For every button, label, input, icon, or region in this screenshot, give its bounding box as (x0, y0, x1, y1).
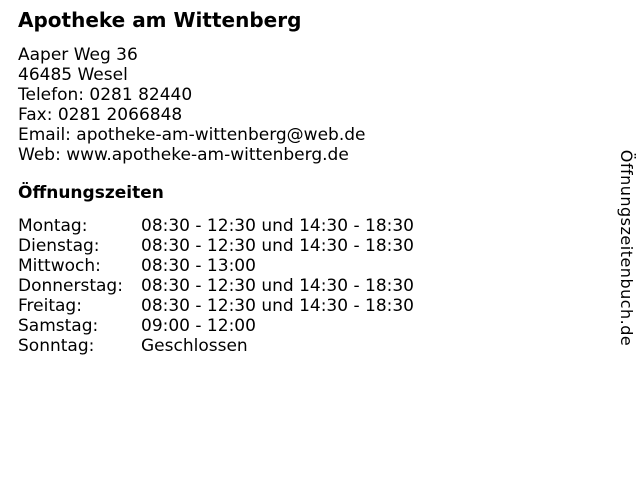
hours-row-wednesday (18, 256, 600, 276)
opening-hours-table (18, 216, 600, 356)
day-label: Mittwoch: (18, 256, 101, 276)
day-label: Freitag: (18, 296, 82, 316)
address-city-line: 46485 Wesel (18, 65, 128, 85)
day-label: Sonntag: (18, 336, 95, 356)
business-name: Apotheke am Wittenberg (18, 8, 302, 32)
fax-line: Fax: 0281 2066848 (18, 105, 183, 125)
time-value: 08:30 - 13:00 (141, 256, 256, 276)
day-label: Dienstag: (18, 236, 100, 256)
website-line: Web: www.apotheke-am-wittenberg.de (18, 145, 349, 165)
time-value: 09:00 - 12:00 (141, 316, 256, 336)
time-value: 08:30 - 12:30 und 14:30 - 18:30 (141, 216, 414, 236)
email-line: Email: apotheke-am-wittenberg@web.de (18, 125, 366, 145)
hours-row-monday (18, 216, 600, 236)
contact-block (18, 45, 600, 165)
hours-row-saturday (18, 316, 600, 336)
opening-hours-heading: Öffnungszeiten (18, 183, 164, 203)
time-value: Geschlossen (141, 336, 248, 356)
hours-row-tuesday (18, 236, 600, 256)
time-value: 08:30 - 12:30 und 14:30 - 18:30 (141, 236, 414, 256)
day-label: Montag: (18, 216, 88, 236)
phone-line: Telefon: 0281 82440 (18, 85, 193, 105)
day-label: Donnerstag: (18, 276, 123, 296)
time-value: 08:30 - 12:30 und 14:30 - 18:30 (141, 296, 414, 316)
hours-row-friday (18, 296, 600, 316)
info-card (0, 8, 640, 356)
day-label: Samstag: (18, 316, 99, 336)
time-value: 08:30 - 12:30 und 14:30 - 18:30 (141, 276, 414, 296)
oeffnungszeitenbuch-branding-link[interactable]: Öffnungszeitenbuch.de (617, 149, 636, 347)
address-street-line: Aaper Weg 36 (18, 45, 138, 65)
hours-row-sunday (18, 336, 600, 356)
hours-row-thursday (18, 276, 600, 296)
